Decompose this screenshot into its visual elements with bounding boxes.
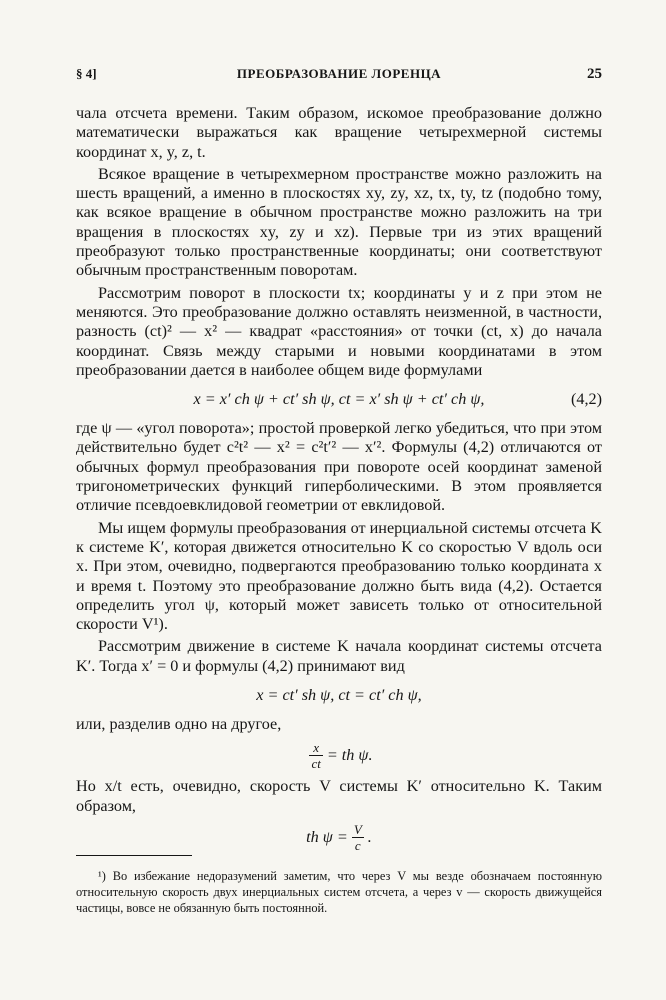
paragraph-3: Рассмотрим поворот в плоскости tx; координаты y и z при этом не меняются. Это преобразование должно оставлять неизменной, в частности, разность (ct)² — x² — квадрат «расстояния» от точки (ct, x) до начала координат. Связь между старыми и новыми координатами в этом преобразовании дается в наиболее общем виде формулами — [76, 283, 602, 379]
footnote: ¹) Во избежание недоразумений заметим, что через V мы везде обозначаем постоянную относительную скорость двух инерциальных систем отсчета, а через v — скорость движущейся частицы, вовсе не обязанную быть постоянной. — [76, 869, 602, 915]
running-title: ПРЕОБРАЗОВАНИЕ ЛОРЕНЦА — [236, 66, 442, 81]
equation-ratio-rhs: = th ψ. — [326, 746, 373, 765]
footnote-rule — [76, 855, 192, 856]
equation-4-2-body: x = x′ ch ψ + ct′ sh ψ, ct = x′ sh ψ + ct′ ch ψ, — [193, 390, 485, 409]
fraction-denominator: ct — [311, 756, 321, 772]
main-text — [76, 104, 602, 859]
fraction-numerator: x — [309, 740, 322, 756]
paragraph-5: Мы ищем формулы преобразования от инерциальной системы отсчета K к системе K′, которая движется относительно K со скоростью V вдоль оси x. При этом, очевидно, подвергаются преобразованию только координата x и время t. Поэтому это преобразование должно быть вида (4,2). Остается определить угол ψ, который может зависеть только от относительной скорости V¹). — [76, 518, 602, 634]
equation-th-psi-end: . — [367, 827, 372, 846]
equation-4-2 — [76, 389, 602, 409]
paragraph-4: где ψ — «угол поворота»; простой проверкой легко убедиться, что при этом действительно будет c²t² — x² = c²t′² — x′². Формулы (4,2) отличаются от обычных формул преобразования при повороте осей координат заменой тригонометрических функций гиперболическими. В этом проявляется отличие псевдоевклидовой геометрии от евклидовой. — [76, 419, 602, 515]
fraction-v-over-c — [352, 822, 364, 853]
section-marker: § 4] — [76, 66, 97, 81]
paragraph-1: чала отсчета времени. Таким образом, искомое преобразование должно математически выражаться как вращение четырехмерной системы координат x, y, z, t. — [76, 104, 602, 161]
equation-origin-motion — [76, 685, 602, 705]
paragraph-6: Рассмотрим движение в системе K начала координат системы отсчета K′. Тогда x′ = 0 и формулы (4,2) принимают вид — [76, 637, 602, 675]
equation-number: (4,2) — [570, 390, 602, 409]
equation-origin-motion-body: x = ct′ sh ψ, ct = ct′ ch ψ, — [256, 686, 422, 705]
equation-th-psi-lhs: th ψ = — [306, 827, 348, 846]
paragraph-8: Но x/t есть, очевидно, скорость V системы K′ относительно K. Таким образом, — [76, 777, 602, 815]
fraction-denominator: c — [354, 837, 361, 853]
paragraph-2: Всякое вращение в четырехмерном пространстве можно разложить на шесть вращений, а именно в плоскостях xy, zy, xz, tx, ty, tz (подобно тому, как всякое вращение в обычном пространстве можно разложить на три вращения в плоскостях xy, zy и xz). Первые три из этих вращений преобразуют только пространственные координаты; они соответствуют обычным пространственным поворотам. — [76, 164, 602, 280]
fraction-numerator: V — [353, 821, 362, 837]
running-header — [76, 66, 602, 84]
paragraph-7: или, разделив одно на другое, — [76, 715, 282, 734]
page-number: 25 — [587, 66, 602, 82]
fraction-x-over-ct — [309, 740, 322, 771]
equation-th-psi — [76, 822, 602, 853]
equation-ratio — [76, 740, 602, 771]
